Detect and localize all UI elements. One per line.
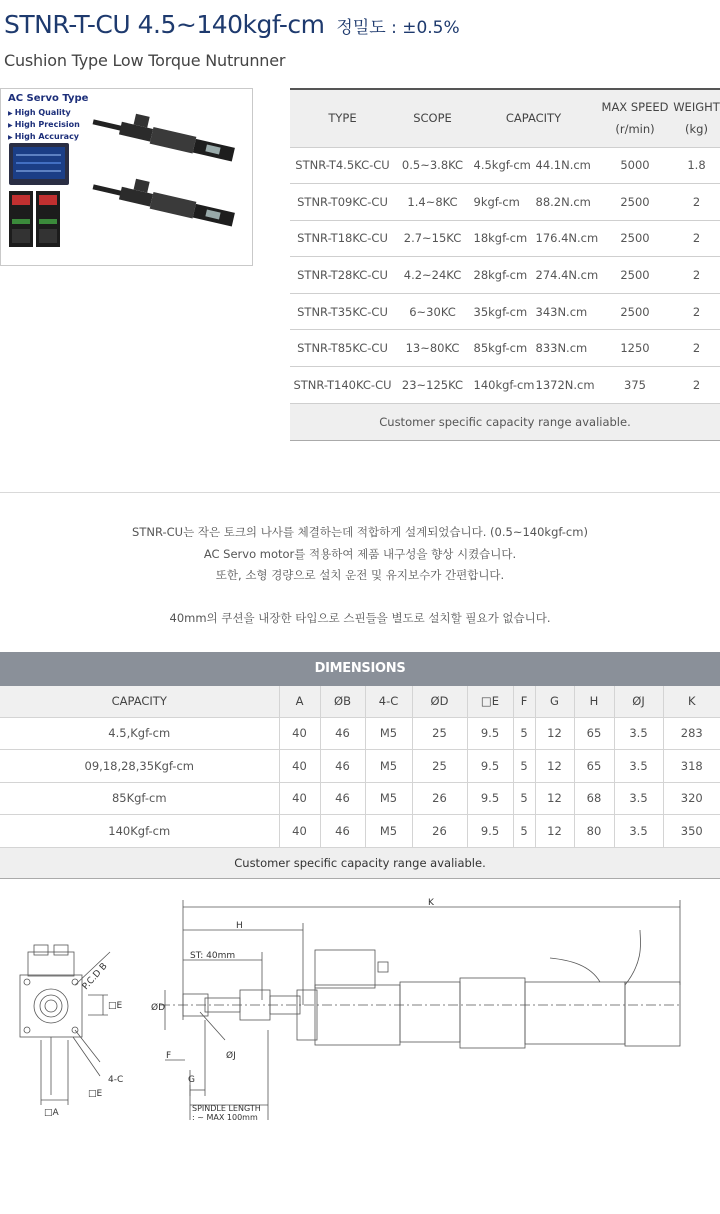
spec-row xyxy=(290,147,720,184)
dim-value: 12 xyxy=(535,750,574,783)
spec-weight: 2 xyxy=(673,367,720,404)
spec-scope: 2.7~15KC xyxy=(395,220,470,257)
spec-row xyxy=(290,367,720,404)
dim-value: 25 xyxy=(412,750,467,783)
capacity-ncm: 1372N.cm xyxy=(535,377,595,392)
spec-max-speed: 2500 xyxy=(597,257,673,294)
spec-note: Customer specific capacity range avaliable. xyxy=(290,403,720,440)
description-line: 40mm의 쿠션을 내장한 타입으로 스핀들을 별도로 설치할 필요가 없습니다. xyxy=(169,610,551,625)
dim-value: 12 xyxy=(535,815,574,848)
dim-value: 318 xyxy=(663,750,720,783)
dim-value: 350 xyxy=(663,815,720,848)
dim-value: 3.5 xyxy=(614,750,663,783)
dim-value: 5 xyxy=(513,815,535,848)
description xyxy=(0,522,720,629)
description-line: 또한, 소형 경량으로 설치 운전 및 유지보수가 간편합니다. xyxy=(215,568,505,582)
spec-max-speed: 2500 xyxy=(597,184,673,221)
spec-row xyxy=(290,293,720,330)
spec-scope: 4.2~24KC xyxy=(395,257,470,294)
dim-value: 26 xyxy=(412,815,467,848)
spec-max-speed: 5000 xyxy=(597,147,673,184)
weight-unit: (kg) xyxy=(685,122,708,137)
dim-value: 40 xyxy=(279,815,320,848)
dim-value: 40 xyxy=(279,782,320,815)
spec-scope: 6~30KC xyxy=(395,293,470,330)
dim-value: M5 xyxy=(365,750,412,783)
dim-col-header: ØD xyxy=(412,686,467,717)
dim-value: 40 xyxy=(279,750,320,783)
dim-col-header: K xyxy=(663,686,720,717)
dim-capacity: 85Kgf-cm xyxy=(0,782,279,815)
spec-scope: 23~125KC xyxy=(395,367,470,404)
capacity-kgf: 85kgf-cm xyxy=(473,341,528,356)
max-speed-unit: (r/min) xyxy=(615,122,655,137)
capacity-ncm: 88.2N.cm xyxy=(535,194,591,209)
dim-value: 46 xyxy=(320,815,365,848)
drawing-label-pcd: P.C.D B xyxy=(80,961,110,993)
dim-capacity: 140Kgf-cm xyxy=(0,815,279,848)
spec-scope: 13~80KC xyxy=(395,330,470,367)
spec-weight: 2 xyxy=(673,293,720,330)
col-scope: SCOPE xyxy=(395,89,470,147)
dim-col-header: H xyxy=(574,686,614,717)
dim-col-header: 4-C xyxy=(365,686,412,717)
dim-col-header: ØJ xyxy=(614,686,663,717)
drawing-label-d: ØD xyxy=(151,1003,166,1013)
capacity-ncm: 833N.cm xyxy=(535,341,588,356)
spec-header-row xyxy=(290,89,720,147)
page-title xyxy=(4,10,460,39)
dim-value: M5 xyxy=(365,815,412,848)
dim-col-header: CAPACITY xyxy=(0,686,279,717)
dim-value: 5 xyxy=(513,782,535,815)
product-type-label: AC Servo Type xyxy=(8,93,89,104)
dim-value: 46 xyxy=(320,717,365,750)
dim-value: 3.5 xyxy=(614,815,663,848)
dim-value: 5 xyxy=(513,750,535,783)
dim-value: 9.5 xyxy=(467,782,513,815)
dim-value: 9.5 xyxy=(467,815,513,848)
page-subtitle: Cushion Type Low Torque Nutrunner xyxy=(4,51,286,70)
dim-value: 40 xyxy=(279,717,320,750)
capacity-ncm: 274.4N.cm xyxy=(535,268,599,283)
spec-note-row xyxy=(290,403,720,440)
spec-type: STNR-T18KC-CU xyxy=(290,220,395,257)
model-title: STNR-T-CU 4.5~140kgf-cm xyxy=(4,10,325,39)
spec-capacity xyxy=(470,367,597,404)
dim-col-header: F xyxy=(513,686,535,717)
spec-capacity xyxy=(470,147,597,184)
dim-value: 46 xyxy=(320,750,365,783)
drawing-label-st: ST: 40mm xyxy=(190,951,236,961)
accuracy-label: 정밀도 : ±0.5% xyxy=(336,18,460,38)
spec-type: STNR-T4.5KC-CU xyxy=(290,147,395,184)
dim-row xyxy=(0,782,720,815)
dim-value: 9.5 xyxy=(467,717,513,750)
capacity-ncm: 343N.cm xyxy=(535,304,588,319)
dim-value: 320 xyxy=(663,782,720,815)
spec-type: STNR-T28KC-CU xyxy=(290,257,395,294)
spec-max-speed: 1250 xyxy=(597,330,673,367)
col-max-speed xyxy=(597,89,673,147)
dim-value: 3.5 xyxy=(614,717,663,750)
spec-capacity xyxy=(470,220,597,257)
dim-row xyxy=(0,717,720,750)
drawing-label-k: K xyxy=(428,898,434,908)
drawing-label-a: □A xyxy=(44,1108,59,1118)
col-capacity: CAPACITY xyxy=(470,89,597,147)
drawing-label-spindle-max: : ~ MAX 100mm xyxy=(192,1113,258,1122)
description-line: STNR-CU는 작은 토크의 나사를 체결하는데 적합하게 설계되었습니다. (0.5~140kgf-cm) xyxy=(132,525,588,539)
capacity-kgf: 35kgf-cm xyxy=(473,304,528,319)
dim-value: 283 xyxy=(663,717,720,750)
capacity-kgf: 28kgf-cm xyxy=(473,268,528,283)
spec-row xyxy=(290,184,720,221)
feature-item: ▶ High Precision xyxy=(8,119,80,131)
feature-item: ▶ High Accuracy xyxy=(8,131,80,143)
capacity-ncm: 44.1N.cm xyxy=(535,158,591,173)
spec-weight: 1.8 xyxy=(673,147,720,184)
dimensions-header-row xyxy=(0,686,720,717)
dim-col-header: A xyxy=(279,686,320,717)
spec-max-speed: 2500 xyxy=(597,220,673,257)
max-speed-label: MAX SPEED xyxy=(601,100,669,115)
drawing-label-e-bottom: □E xyxy=(88,1089,103,1099)
dim-value: 3.5 xyxy=(614,782,663,815)
spec-weight: 2 xyxy=(673,184,720,221)
capacity-kgf: 4.5kgf-cm xyxy=(473,158,531,173)
dim-col-header: ØB xyxy=(320,686,365,717)
spec-scope: 0.5~3.8KC xyxy=(395,147,470,184)
dim-value: 12 xyxy=(535,782,574,815)
col-weight xyxy=(673,89,720,147)
dimensions-note-row xyxy=(0,847,720,878)
spec-table xyxy=(290,88,720,441)
drawing-label-e-side: □E xyxy=(108,1001,123,1011)
dim-value: 12 xyxy=(535,717,574,750)
dim-row xyxy=(0,750,720,783)
dim-col-header: G xyxy=(535,686,574,717)
product-image xyxy=(0,88,253,266)
dim-value: M5 xyxy=(365,782,412,815)
spec-capacity xyxy=(470,257,597,294)
dim-col-header: □E xyxy=(467,686,513,717)
spec-type: STNR-T140KC-CU xyxy=(290,367,395,404)
dim-row xyxy=(0,815,720,848)
spec-capacity xyxy=(470,184,597,221)
dim-capacity: 09,18,28,35Kgf-cm xyxy=(0,750,279,783)
spec-max-speed: 2500 xyxy=(597,293,673,330)
dim-value: 26 xyxy=(412,782,467,815)
spec-capacity xyxy=(470,293,597,330)
dim-value: 65 xyxy=(574,717,614,750)
spec-row xyxy=(290,330,720,367)
spec-weight: 2 xyxy=(673,257,720,294)
feature-item: ▶ High Quality xyxy=(8,107,80,119)
dimension-drawing xyxy=(0,890,720,1130)
capacity-ncm: 176.4N.cm xyxy=(535,231,599,246)
spec-row xyxy=(290,257,720,294)
dim-value: 80 xyxy=(574,815,614,848)
section-divider xyxy=(0,492,720,493)
spec-weight: 2 xyxy=(673,330,720,367)
spec-row xyxy=(290,220,720,257)
capacity-kgf: 9kgf-cm xyxy=(473,194,520,209)
dimensions-title: DIMENSIONS xyxy=(0,652,720,686)
spec-type: STNR-T09KC-CU xyxy=(290,184,395,221)
product-photo xyxy=(1,89,253,266)
dim-value: 68 xyxy=(574,782,614,815)
dim-value: 46 xyxy=(320,782,365,815)
spec-type: STNR-T85KC-CU xyxy=(290,330,395,367)
drawing-label-spindle: SPINDLE LENGTH xyxy=(192,1104,261,1113)
spec-max-speed: 375 xyxy=(597,367,673,404)
drawing-label-j: ØJ xyxy=(226,1051,236,1061)
dimensions-table xyxy=(0,686,720,879)
capacity-kgf: 140kgf-cm xyxy=(473,377,535,392)
spec-capacity xyxy=(470,330,597,367)
dim-value: 5 xyxy=(513,717,535,750)
dim-value: M5 xyxy=(365,717,412,750)
drawing-label-g: G xyxy=(188,1075,195,1085)
weight-label: WEIGHT xyxy=(673,100,720,115)
capacity-kgf: 18kgf-cm xyxy=(473,231,528,246)
dim-capacity: 4.5,Kgf-cm xyxy=(0,717,279,750)
drawing-label-4c: 4-C xyxy=(108,1075,124,1085)
col-type: TYPE xyxy=(290,89,395,147)
description-line: AC Servo motor를 적용하여 제품 내구성을 향상 시켰습니다. xyxy=(203,546,517,561)
spec-type: STNR-T35KC-CU xyxy=(290,293,395,330)
drawing-label-h: H xyxy=(236,921,243,931)
dim-value: 9.5 xyxy=(467,750,513,783)
dim-value: 25 xyxy=(412,717,467,750)
dim-value: 65 xyxy=(574,750,614,783)
spec-weight: 2 xyxy=(673,220,720,257)
drawing-label-f: F xyxy=(166,1051,172,1061)
dimensions-note: Customer specific capacity range avaliable. xyxy=(0,847,720,878)
spec-scope: 1.4~8KC xyxy=(395,184,470,221)
